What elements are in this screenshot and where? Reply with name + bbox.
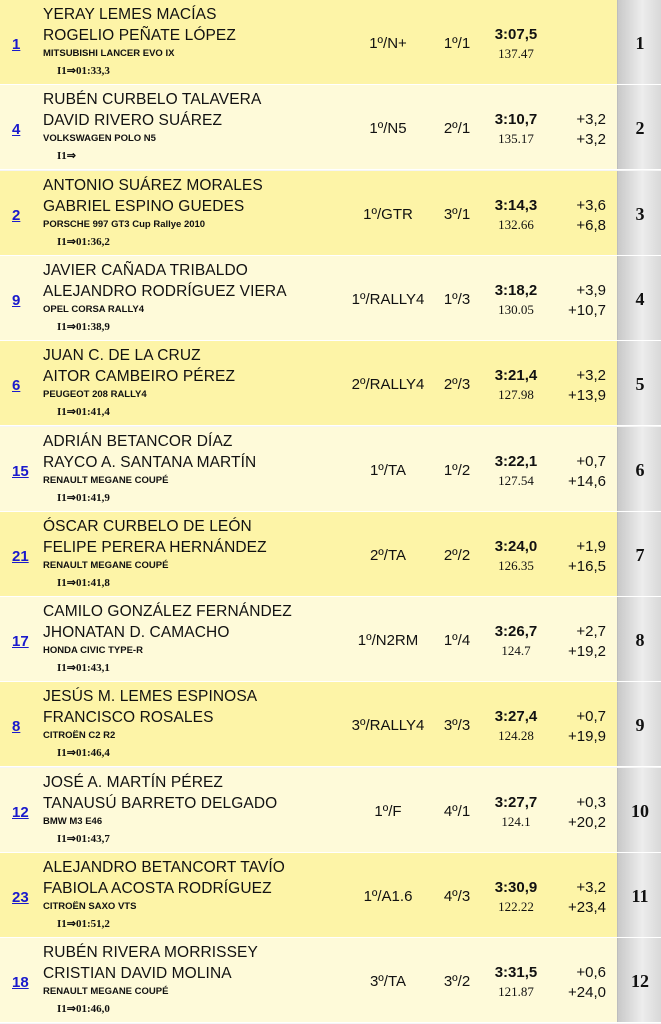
split-time: I1⇒01:46,4 <box>57 747 110 759</box>
diff-previous: +3,2 <box>576 111 606 128</box>
codriver-name: GABRIEL ESPINO GUEDES <box>43 198 245 215</box>
driver-name: ADRIÁN BETANCOR DÍAZ <box>43 433 233 450</box>
group-position: 1º/2 <box>443 462 471 479</box>
driver-name: JESÚS M. LEMES ESPINOSA <box>43 688 258 705</box>
car-number-link[interactable]: 23 <box>12 889 29 906</box>
stage-time: 3:21,4 <box>494 367 538 384</box>
driver-name: ÓSCAR CURBELO DE LEÓN <box>43 518 252 535</box>
driver-name: JOSÉ A. MARTÍN PÉREZ <box>43 774 224 791</box>
diff-first: +14,6 <box>568 473 606 490</box>
diff-previous: +2,7 <box>576 623 606 640</box>
split-time: I1⇒01:36,2 <box>57 236 110 248</box>
car-number-link[interactable]: 1 <box>12 36 21 53</box>
driver-name: ANTONIO SUÁREZ MORALES <box>43 177 263 194</box>
table-row <box>0 512 661 597</box>
split-time: I1⇒ <box>57 150 76 162</box>
group-position: 2º/3 <box>443 376 471 393</box>
class-position: 3º/TA <box>369 973 407 990</box>
codriver-name: ROGELIO PEÑATE LÓPEZ <box>43 27 236 44</box>
split-time: I1⇒01:46,0 <box>57 1003 110 1015</box>
car-model: OPEL CORSA RALLY4 <box>43 304 145 315</box>
diff-previous: +3,2 <box>576 367 606 384</box>
group-position: 1º/1 <box>443 35 471 52</box>
split-time: I1⇒01:41,9 <box>57 492 110 504</box>
overall-position-cell <box>617 171 661 255</box>
diff-first: +19,2 <box>568 643 606 660</box>
group-position: 4º/3 <box>443 888 471 905</box>
average-speed: 132.66 <box>498 217 534 232</box>
overall-position: 4 <box>635 289 645 309</box>
overall-position: 2 <box>635 118 645 138</box>
overall-position: 9 <box>635 715 645 735</box>
stage-time: 3:27,7 <box>494 794 538 811</box>
average-speed: 124.7 <box>501 643 531 658</box>
driver-name: ALEJANDRO BETANCORT TAVÍO <box>43 859 285 876</box>
split-time: I1⇒01:38,9 <box>57 321 110 333</box>
overall-position-cell <box>617 682 661 766</box>
group-position: 1º/4 <box>443 632 471 649</box>
split-time: I1⇒01:41,4 <box>57 406 110 418</box>
overall-position: 5 <box>635 374 645 394</box>
diff-first: +13,9 <box>568 387 606 404</box>
diff-first: +16,5 <box>568 558 606 575</box>
overall-position: 6 <box>635 460 645 480</box>
car-model: RENAULT MEGANE COUPÉ <box>43 986 169 997</box>
diff-previous: +1,9 <box>576 538 606 555</box>
car-model: CITROËN SAXO VTS <box>43 901 137 912</box>
car-model: HONDA CIVIC TYPE-R <box>43 645 143 656</box>
stage-time: 3:30,9 <box>494 879 538 896</box>
class-position: 2º/TA <box>369 547 407 564</box>
split-time: I1⇒01:51,2 <box>57 918 110 930</box>
table-row <box>0 853 661 938</box>
group-position: 1º/3 <box>443 291 471 308</box>
codriver-name: RAYCO A. SANTANA MARTÍN <box>43 454 257 471</box>
driver-name: JUAN C. DE LA CRUZ <box>43 347 201 364</box>
overall-position-cell <box>617 256 661 340</box>
car-number-link[interactable]: 6 <box>12 377 21 394</box>
class-position: 1º/F <box>374 803 402 820</box>
average-speed: 127.98 <box>498 387 534 402</box>
diff-previous: +0,7 <box>576 708 606 725</box>
codriver-name: ALEJANDRO RODRÍGUEZ VIERA <box>43 283 287 300</box>
diff-first: +19,9 <box>568 728 606 745</box>
overall-position-cell <box>617 85 661 169</box>
diff-first: +3,2 <box>576 131 606 148</box>
stage-time: 3:27,4 <box>494 708 538 725</box>
table-row <box>0 85 661 170</box>
average-speed: 130.05 <box>498 302 534 317</box>
group-position: 3º/1 <box>443 206 471 223</box>
codriver-name: JHONATAN D. CAMACHO <box>43 624 230 641</box>
driver-name: RUBÉN CURBELO TALAVERA <box>43 91 262 108</box>
class-position: 1º/N+ <box>369 35 407 52</box>
stage-time: 3:18,2 <box>494 282 538 299</box>
codriver-name: FRANCISCO ROSALES <box>43 709 214 726</box>
average-speed: 135.17 <box>498 131 534 146</box>
class-position: 2º/RALLY4 <box>351 376 425 393</box>
stage-time: 3:10,7 <box>494 111 538 128</box>
table-row <box>0 768 661 853</box>
group-position: 2º/2 <box>443 547 471 564</box>
overall-position-cell <box>617 597 661 681</box>
split-time: I1⇒01:43,1 <box>57 662 110 674</box>
codriver-name: TANAUSÚ BARRETO DELGADO <box>43 795 278 812</box>
overall-position-cell <box>617 938 661 1022</box>
overall-position-cell <box>617 768 661 852</box>
overall-position-cell <box>617 512 661 596</box>
class-position: 3º/RALLY4 <box>351 717 425 734</box>
driver-name: JAVIER CAÑADA TRIBALDO <box>43 262 248 279</box>
row-divider <box>0 425 661 426</box>
diff-previous: +0,3 <box>576 794 606 811</box>
row-divider <box>0 169 661 170</box>
group-position: 2º/1 <box>443 120 471 137</box>
table-row <box>0 256 661 341</box>
car-number-link[interactable]: 15 <box>12 463 29 480</box>
driver-name: YERAY LEMES MACÍAS <box>43 6 217 23</box>
codriver-name: CRISTIAN DAVID MOLINA <box>43 965 232 982</box>
overall-position-cell <box>617 341 661 425</box>
average-speed: 137.47 <box>498 46 534 61</box>
average-speed: 124.28 <box>498 728 534 743</box>
car-model: RENAULT MEGANE COUPÉ <box>43 560 169 571</box>
table-row <box>0 938 661 1023</box>
codriver-name: FABIOLA ACOSTA RODRÍGUEZ <box>43 880 272 897</box>
average-speed: 121.87 <box>498 984 534 999</box>
car-number-link[interactable]: 17 <box>12 633 29 650</box>
diff-first: +10,7 <box>568 302 606 319</box>
class-position: 1º/A1.6 <box>363 888 413 905</box>
car-number-link[interactable]: 21 <box>12 548 29 565</box>
table-row <box>0 0 661 85</box>
car-number-link[interactable]: 12 <box>12 804 29 821</box>
class-position: 1º/RALLY4 <box>351 291 425 308</box>
diff-previous: +0,7 <box>576 453 606 470</box>
driver-name: RUBÉN RIVERA MORRISSEY <box>43 944 258 961</box>
diff-first: +20,2 <box>568 814 606 831</box>
split-time: I1⇒01:41,8 <box>57 577 110 589</box>
overall-position: 11 <box>631 886 649 906</box>
average-speed: 126.35 <box>498 558 534 573</box>
stage-time: 3:31,5 <box>494 964 538 981</box>
car-number-link[interactable]: 18 <box>12 974 29 991</box>
overall-position: 8 <box>635 630 645 650</box>
car-model: BMW M3 E46 <box>43 816 103 827</box>
diff-previous: +3,2 <box>576 879 606 896</box>
diff-first: +24,0 <box>568 984 606 1001</box>
group-position: 4º/1 <box>443 803 471 820</box>
diff-first: +23,4 <box>568 899 606 916</box>
class-position: 1º/TA <box>369 462 407 479</box>
split-time: I1⇒01:43,7 <box>57 833 110 845</box>
car-model: MITSUBISHI LANCER EVO IX <box>43 48 175 59</box>
stage-time: 3:24,0 <box>494 538 538 555</box>
table-row <box>0 171 661 256</box>
car-model: CITROËN C2 R2 <box>43 730 116 741</box>
diff-previous: +3,6 <box>576 197 606 214</box>
car-model: PORSCHE 997 GT3 Cup Rallye 2010 <box>43 219 206 230</box>
overall-position-cell <box>617 427 661 511</box>
car-number-link[interactable]: 8 <box>12 718 21 735</box>
car-model: PEUGEOT 208 RALLY4 <box>43 389 147 400</box>
overall-position-cell <box>617 853 661 937</box>
class-position: 1º/GTR <box>363 206 413 223</box>
codriver-name: AITOR CAMBEIRO PÉREZ <box>43 368 236 385</box>
class-position: 1º/N2RM <box>357 632 419 649</box>
stage-time: 3:07,5 <box>494 26 538 43</box>
average-speed: 122.22 <box>498 899 534 914</box>
overall-position: 7 <box>635 545 645 565</box>
codriver-name: DAVID RIVERO SUÁREZ <box>43 112 223 129</box>
stage-time: 3:14,3 <box>494 197 538 214</box>
overall-position-cell <box>617 0 661 84</box>
car-number-link[interactable]: 2 <box>12 207 21 224</box>
average-speed: 127.54 <box>498 473 534 488</box>
overall-position: 10 <box>631 801 649 821</box>
diff-previous: +0,6 <box>576 964 606 981</box>
overall-position: 3 <box>635 204 645 224</box>
class-position: 1º/N5 <box>369 120 407 137</box>
row-divider <box>0 1022 661 1023</box>
car-number-link[interactable]: 9 <box>12 292 21 309</box>
group-position: 3º/2 <box>443 973 471 990</box>
diff-first: +6,8 <box>576 217 606 234</box>
car-model: VOLKSWAGEN POLO N5 <box>43 133 156 144</box>
diff-previous: +3,9 <box>576 282 606 299</box>
table-row <box>0 682 661 767</box>
row-divider <box>0 766 661 767</box>
overall-position: 12 <box>631 971 649 991</box>
table-row <box>0 427 661 512</box>
stage-time: 3:26,7 <box>494 623 538 640</box>
stage-time: 3:22,1 <box>494 453 538 470</box>
car-model: RENAULT MEGANE COUPÉ <box>43 475 169 486</box>
table-row <box>0 597 661 682</box>
group-position: 3º/3 <box>443 717 471 734</box>
split-time: I1⇒01:33,3 <box>57 65 110 77</box>
average-speed: 124.1 <box>501 814 531 829</box>
table-row <box>0 341 661 426</box>
overall-position: 1 <box>635 33 645 53</box>
codriver-name: FELIPE PERERA HERNÁNDEZ <box>43 539 267 556</box>
driver-name: CAMILO GONZÁLEZ FERNÁNDEZ <box>43 603 292 620</box>
car-number-link[interactable]: 4 <box>12 121 21 138</box>
